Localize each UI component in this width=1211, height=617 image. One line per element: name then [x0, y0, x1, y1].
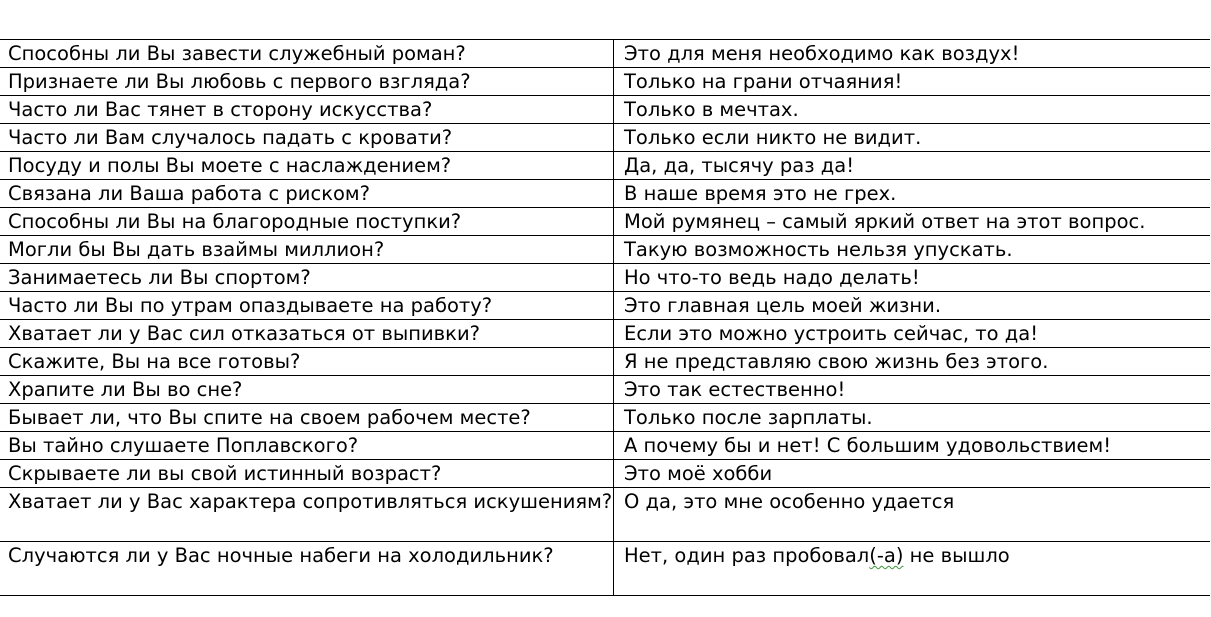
table-row — [0, 376, 1210, 404]
question-cell: Признаете ли Вы любовь с первого взгляда? — [0, 68, 614, 96]
table-row — [0, 40, 1210, 68]
table-row — [0, 208, 1210, 236]
question-cell: Скажите, Вы на все готовы? — [0, 348, 614, 376]
table-row — [0, 404, 1210, 432]
table-row — [0, 348, 1210, 376]
table-row — [0, 152, 1210, 180]
answer-cell: Только в мечтах. — [614, 96, 1211, 124]
answer-text-start: Нет, один раз пробовал — [624, 544, 870, 567]
table-row — [0, 432, 1210, 460]
question-cell: Вы тайно слушаете Поплавского? — [0, 432, 614, 460]
answer-cell: О да, это мне особенно удается — [614, 488, 1211, 542]
table-row — [0, 236, 1210, 264]
answer-cell: Это главная цель моей жизни. — [614, 292, 1211, 320]
question-cell: Способны ли Вы на благородные поступки? — [0, 208, 614, 236]
answer-cell: Только если никто не видит. — [614, 124, 1211, 152]
questions-answers-table — [0, 39, 1210, 596]
question-cell: Занимаетесь ли Вы спортом? — [0, 264, 614, 292]
answer-cell: Это моё хобби — [614, 460, 1211, 488]
table-row — [0, 292, 1210, 320]
question-cell: Случаются ли у Вас ночные набеги на холодильник? — [0, 542, 614, 596]
question-cell: Посуду и полы Вы моете с наслаждением? — [0, 152, 614, 180]
question-cell: Связана ли Ваша работа с риском? — [0, 180, 614, 208]
table-row — [0, 264, 1210, 292]
table-row — [0, 68, 1210, 96]
answer-cell: В наше время это не грех. — [614, 180, 1211, 208]
table-row — [0, 460, 1210, 488]
answer-cell: Только после зарплаты. — [614, 404, 1211, 432]
question-cell: Способны ли Вы завести служебный роман? — [0, 40, 614, 68]
question-cell: Бывает ли, что Вы спите на своем рабочем месте? — [0, 404, 614, 432]
table-row — [0, 96, 1210, 124]
question-cell: Хватает ли у Вас характера сопротивляться искушениям? — [0, 488, 614, 542]
answer-cell: Это для меня необходимо как воздух! — [614, 40, 1211, 68]
spellcheck-marked-text: (-а) — [869, 544, 904, 567]
answer-cell: Я не представляю свою жизнь без этого. — [614, 348, 1211, 376]
answer-cell: А почему бы и нет! С большим удовольствием! — [614, 432, 1211, 460]
question-cell: Часто ли Вас тянет в сторону искусства? — [0, 96, 614, 124]
question-cell: Храпите ли Вы во сне? — [0, 376, 614, 404]
answer-cell: Да, да, тысячу раз да! — [614, 152, 1211, 180]
question-cell: Часто ли Вы по утрам опаздываете на работу? — [0, 292, 614, 320]
question-cell: Могли бы Вы дать взаймы миллион? — [0, 236, 614, 264]
table-row — [0, 124, 1210, 152]
answer-cell: Такую возможность нельзя упускать. — [614, 236, 1211, 264]
question-cell: Часто ли Вам случалось падать с кровати? — [0, 124, 614, 152]
table-row — [0, 542, 1210, 596]
table-row — [0, 488, 1210, 542]
answer-cell: Это так естественно! — [614, 376, 1211, 404]
answer-text-end: не вышло — [903, 544, 1010, 567]
table-row — [0, 320, 1210, 348]
question-cell: Скрываете ли вы свой истинный возраст? — [0, 460, 614, 488]
answer-cell: Только на грани отчаяния! — [614, 68, 1211, 96]
answer-cell: Но что-то ведь надо делать! — [614, 264, 1211, 292]
question-cell: Хватает ли у Вас сил отказаться от выпивки? — [0, 320, 614, 348]
table-row — [0, 180, 1210, 208]
answer-cell: Мой румянец – самый яркий ответ на этот вопрос. — [614, 208, 1211, 236]
answer-cell: Если это можно устроить сейчас, то да! — [614, 320, 1211, 348]
answer-cell — [614, 542, 1211, 596]
